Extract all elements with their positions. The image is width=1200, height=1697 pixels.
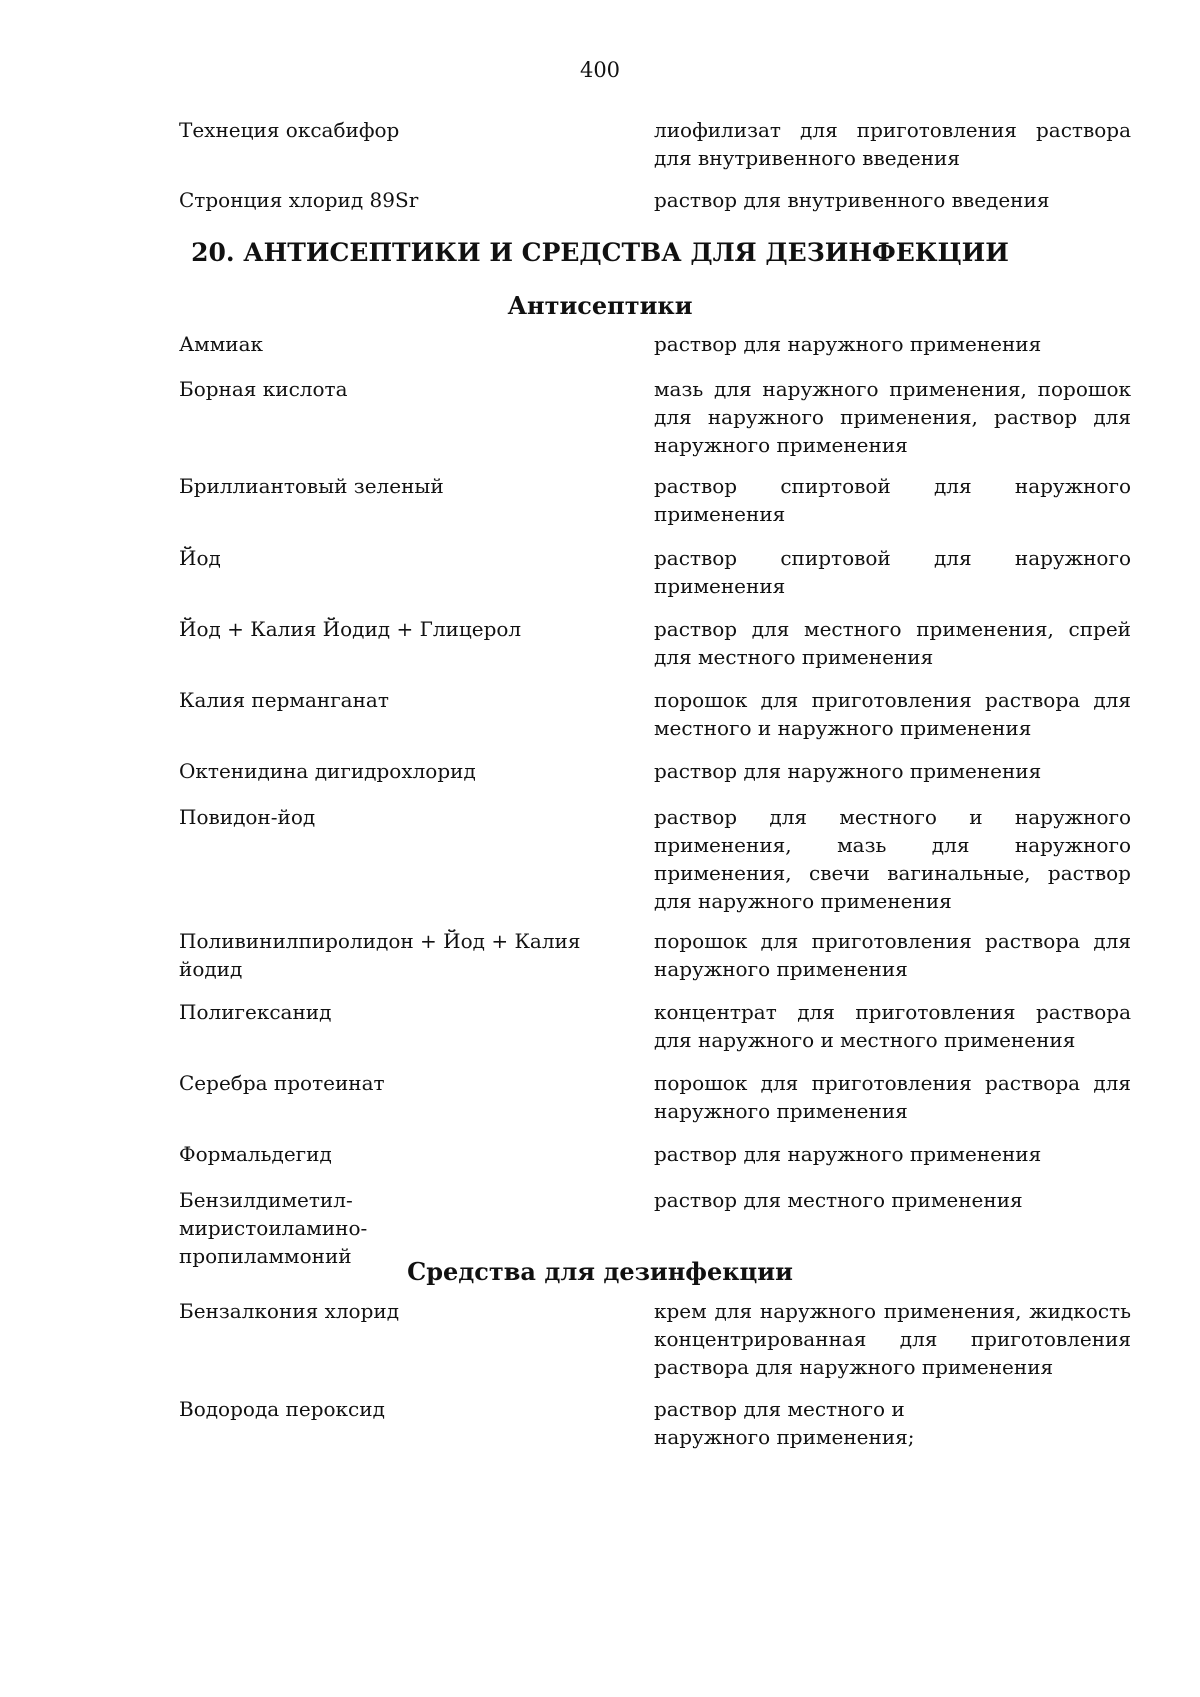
subsection-heading-antiseptics: Антисептики [507,291,693,320]
drug-name: Бензалкония хлорид [179,1299,400,1323]
subsection-heading-disinfectants: Средства для дезинфекции [407,1257,793,1286]
drug-name: Серебра протеинат [179,1071,385,1095]
dosage-form: лиофилизат для приготовления раствора для внутривенного введения [654,118,1131,170]
dosage-form: раствор для местного применения [654,1188,1023,1212]
dosage-form: порошок для приготовления раствора для наружного применения [654,929,1131,981]
dosage-form: раствор для местного применения, спрей для местного применения [654,617,1131,669]
dosage-form: раствор для наружного применения [654,1142,1042,1166]
drug-name: Октенидина дигидрохлорид [179,759,476,783]
drug-name: Бензилдиметил-миристоиламино-пропиламмоний [179,1188,368,1268]
drug-name: Водорода пероксид [179,1397,385,1421]
drug-name: Формальдегид [179,1142,332,1166]
drug-name: Бриллиантовый зеленый [179,474,444,498]
dosage-form: раствор для наружного применения [654,332,1042,356]
drug-name: Йод + Калия Йодид + Глицерол [179,617,522,641]
dosage-form: концентрат для приготовления раствора для наружного и местного применения [654,1000,1131,1052]
drug-name: Полигексанид [179,1000,332,1024]
dosage-form: порошок для приготовления раствора для наружного применения [654,1071,1131,1123]
drug-name: Аммиак [179,332,264,356]
dosage-form: раствор для местного и наружного применения; [654,1397,915,1449]
drug-name: Повидон-йод [179,805,316,829]
page-number: 400 [579,58,621,82]
dosage-form: раствор спиртовой для наружного применения [654,474,1131,526]
drug-name: Поливинилпиролидон + Йод + Калия йодид [179,929,581,981]
dosage-form: порошок для приготовления раствора для местного и наружного применения [654,688,1131,740]
dosage-form: раствор для наружного применения [654,759,1042,783]
drug-name: Технеция оксабифор [179,118,400,142]
dosage-form: раствор для местного и наружного применения, мазь для наружного применения, свечи вагинальные, раствор для наружного применения [654,805,1131,913]
drug-name: Калия перманганат [179,688,389,712]
drug-name: Стронция хлорид 89Sr [179,188,419,212]
drug-name: Йод [179,546,221,570]
drug-name: Борная кислота [179,377,348,401]
dosage-form: мазь для наружного применения, порошок для наружного применения, раствор для наружного применения [654,377,1131,457]
dosage-form: крем для наружного применения, жидкость концентрированная для приготовления раствора для наружного применения [654,1299,1131,1379]
dosage-form: раствор спиртовой для наружного применения [654,546,1131,598]
section-heading: 20. АНТИСЕПТИКИ И СРЕДСТВА ДЛЯ ДЕЗИНФЕКЦИИ [191,238,1009,267]
dosage-form: раствор для внутривенного введения [654,188,1050,212]
